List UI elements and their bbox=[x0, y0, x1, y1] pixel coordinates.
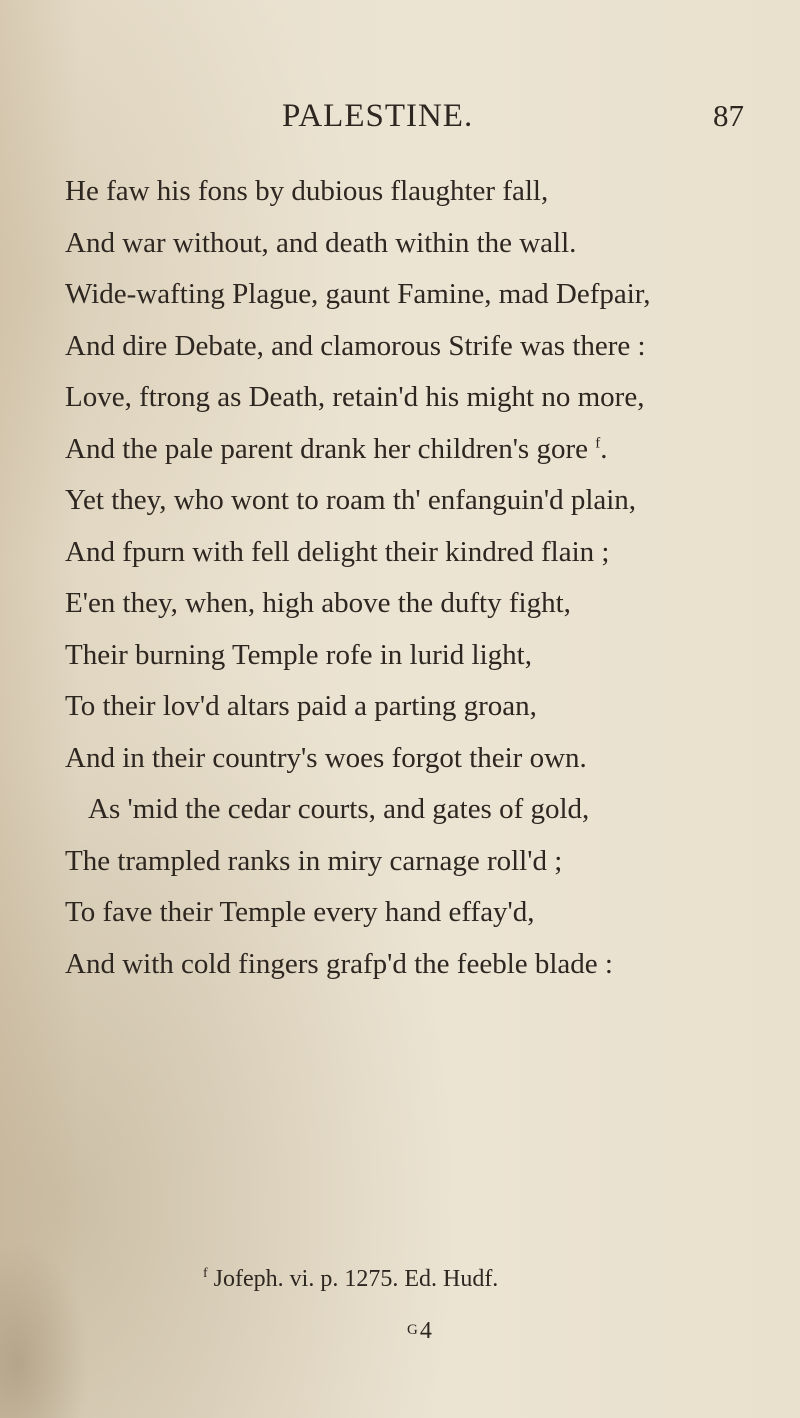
poem-line: Their burning Temple rofe in lurid light, bbox=[65, 638, 532, 671]
line-end-punctuation: . bbox=[600, 432, 608, 465]
poem-line: E'en they, when, high above the dufty fight, bbox=[65, 587, 571, 619]
poem-text bbox=[65, 166, 765, 990]
printer-signature bbox=[407, 1318, 432, 1345]
poem-line: He faw his fons by dubious flaughter fall, bbox=[65, 175, 549, 207]
poem-line: To fave their Temple every hand effay'd, bbox=[65, 896, 535, 928]
poem-line: Love, ftrong as Death, retain'd his might no more, bbox=[65, 381, 645, 413]
poem-line-with-footnote bbox=[65, 424, 765, 476]
poem-line: And dire Debate, and clamorous Strife was there : bbox=[65, 329, 646, 362]
footnote bbox=[203, 1266, 498, 1293]
running-title: PALESTINE. bbox=[282, 98, 474, 134]
footnote-reference: f bbox=[595, 434, 601, 451]
poem-line: And in their country's woes forgot their own. bbox=[65, 741, 587, 774]
poem-line: To their lov'd altars paid a parting groan, bbox=[65, 690, 537, 722]
signature-letter: G bbox=[407, 1322, 418, 1338]
page-number: 87 bbox=[713, 98, 744, 133]
poem-line-text: And the pale parent drank her children's gore bbox=[65, 432, 588, 465]
poem-line: Wide-wafting Plague, gaunt Famine, mad Defpair, bbox=[65, 278, 651, 310]
footnote-mark: f bbox=[203, 1266, 208, 1281]
page-header bbox=[0, 98, 800, 148]
poem-line-indented: As 'mid the cedar courts, and gates of gold, bbox=[88, 793, 590, 825]
poem-line: And with cold fingers grafp'd the feeble blade : bbox=[65, 947, 613, 980]
poem-line: Yet they, who wont to roam th' enfanguin'd plain, bbox=[65, 484, 637, 516]
footnote-text: Jofeph. vi. p. 1275. Ed. Hudf. bbox=[213, 1266, 499, 1292]
poem-line: The trampled ranks in miry carnage roll'd ; bbox=[65, 844, 563, 877]
poem-line: And fpurn with fell delight their kindred flain ; bbox=[65, 535, 610, 568]
signature-number: 4 bbox=[419, 1318, 432, 1344]
poem-line: And war without, and death within the wall. bbox=[65, 226, 577, 259]
paper-stain bbox=[0, 1240, 90, 1418]
